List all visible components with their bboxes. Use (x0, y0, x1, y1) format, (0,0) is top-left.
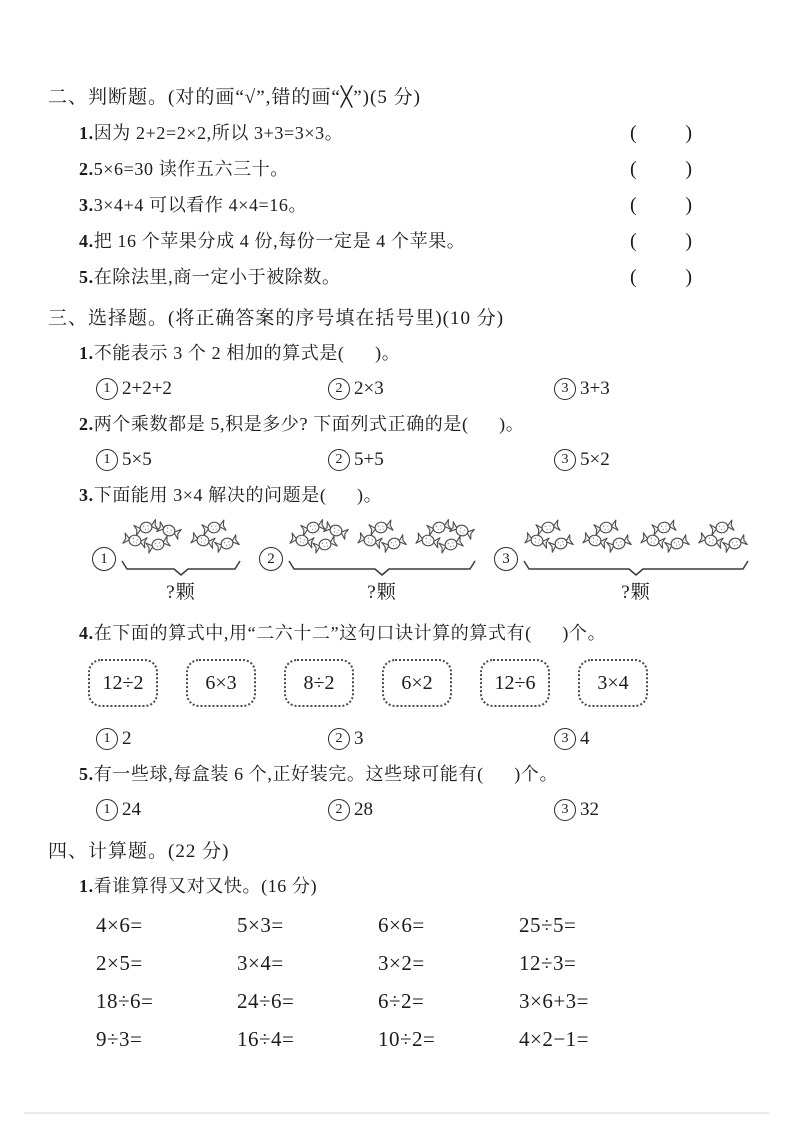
calc-expression: 3×6+3= (519, 989, 590, 1013)
option-text: 2×3 (354, 378, 384, 399)
candy-cluster (121, 519, 183, 555)
calc-expression: 12÷3= (519, 951, 577, 975)
calc-expression: 6÷2= (378, 989, 425, 1013)
answer-bracket (630, 120, 692, 147)
choice-question-2-options (48, 446, 745, 474)
expression-box: 6×2 (382, 659, 452, 707)
judge-item (48, 264, 745, 291)
section-calc (48, 838, 745, 1052)
paren-open-icon: ( (630, 266, 637, 288)
answer-bracket (630, 264, 692, 291)
calc-sub-question-1 (79, 873, 745, 900)
circled-number-icon: 3 (554, 728, 576, 750)
question-text: 不能表示 3 个 2 相加的算式是( )。 (93, 343, 401, 363)
calc-expression: 9÷3= (96, 1027, 143, 1051)
option-text: 24 (122, 799, 141, 820)
judge-item (48, 156, 745, 183)
item-number: 2. (79, 159, 94, 179)
calc-expression: 10÷2= (378, 1027, 436, 1051)
option-text: 4 (580, 728, 590, 749)
calc-expression: 2×5= (96, 951, 143, 975)
underbrace-icon (523, 560, 749, 576)
candy-clusters (523, 519, 749, 557)
paren-open-icon: ( (630, 194, 637, 216)
paren-close-icon: ) (685, 266, 692, 288)
option-text: 3 (354, 728, 364, 749)
paren-open-icon: ( (630, 230, 637, 252)
question-text: 两个乘数都是 5,积是多少? 下面列式正确的是( )。 (93, 414, 525, 434)
option-text: 2+2+2 (122, 378, 172, 399)
judge-item (48, 192, 745, 219)
count-caption: ?颗 (621, 582, 651, 603)
item-number: 1. (79, 123, 94, 143)
judge-item (48, 120, 745, 147)
choice-question-4 (79, 620, 745, 647)
calc-expression: 3×2= (378, 951, 425, 975)
circled-number-icon: 2 (328, 799, 350, 821)
calc-expression: 25÷5= (519, 913, 577, 937)
judge-item (48, 228, 745, 255)
circled-number-icon: 2 (328, 728, 350, 750)
choice-question-5 (79, 761, 745, 788)
option-text: 2 (122, 728, 132, 749)
option-text: 5×2 (580, 449, 610, 470)
candy-figure (259, 519, 476, 606)
judge-item-text: 5.在除法里,商一定小于被除数。 (79, 267, 341, 287)
underbrace-icon (288, 560, 476, 576)
circled-number-icon: 2 (328, 378, 350, 400)
judge-item-text: 2.5×6=30 读作五六三十。 (79, 159, 289, 179)
choice-question-1 (79, 340, 745, 367)
expression-box: 6×3 (186, 659, 256, 707)
judge-item-text: 3.3×4+4 可以看作 4×4=16。 (79, 195, 308, 215)
circled-number-icon: 1 (96, 449, 118, 471)
calc-expression: 5×3= (237, 913, 284, 937)
option (328, 796, 554, 824)
expression-box: 3×4 (578, 659, 648, 707)
expression-boxes (48, 659, 745, 707)
figure-body (121, 519, 241, 606)
count-caption: ?颗 (367, 582, 397, 603)
judge-list (48, 120, 745, 291)
paren-close-icon: ) (685, 230, 692, 252)
calc-expression: 3×4= (237, 951, 284, 975)
judge-item-text: 1.因为 2+2=2×2,所以 3+3=3×3。 (79, 123, 344, 143)
figure-marker: 3 (494, 547, 518, 571)
option (328, 375, 554, 403)
candy-cluster (639, 519, 691, 554)
option (96, 375, 328, 403)
option (96, 796, 328, 824)
option (328, 446, 554, 474)
circled-number-icon: 1 (96, 378, 118, 400)
paren-open-icon: ( (630, 158, 637, 180)
circled-number-icon: 3 (554, 449, 576, 471)
choice-section-title: 三、选择题。(将正确答案的序号填在括号里)(10 分) (48, 308, 505, 329)
question-text: 看谁算得又对又快。(16 分) (93, 876, 318, 896)
page-bottom-edge (24, 1112, 769, 1114)
candy-cluster (356, 519, 408, 554)
calc-expression: 4×6= (96, 913, 143, 937)
circled-number-icon: 3 (554, 799, 576, 821)
question-number: 3. (79, 485, 94, 505)
option-text: 5+5 (354, 449, 384, 470)
section-judge (48, 84, 745, 291)
candy-figures (48, 519, 745, 606)
question-number: 1. (79, 343, 94, 363)
option (96, 446, 328, 474)
candy-cluster (189, 519, 241, 554)
choice-question-1-options (48, 375, 745, 403)
circled-number-icon: 3 (554, 378, 576, 400)
calc-section-title: 四、计算题。(22 分) (48, 841, 230, 862)
expression-box: 12÷2 (88, 659, 158, 707)
circled-number-icon: 2 (328, 449, 350, 471)
option (96, 725, 328, 753)
judge-item-text: 4.把 16 个苹果分成 4 份,每份一定是 4 个苹果。 (79, 231, 466, 251)
judge-section-title: 二、判断题。(对的画“√”,错的画“╳”)(5 分) (48, 87, 421, 108)
option (554, 375, 745, 403)
option-text: 32 (580, 799, 599, 820)
answer-bracket (630, 228, 692, 255)
choice-question-3 (79, 482, 745, 509)
question-number: 1. (79, 876, 94, 896)
calc-grid (48, 912, 745, 1052)
expression-box: 8÷2 (284, 659, 354, 707)
choice-question-5-options (48, 796, 745, 824)
option-text: 28 (354, 799, 373, 820)
underbrace-icon (121, 560, 241, 576)
section-choice (48, 305, 745, 824)
calc-expression: 24÷6= (237, 989, 295, 1013)
paren-close-icon: ) (685, 158, 692, 180)
figure-marker: 1 (92, 547, 116, 571)
candy-cluster (581, 519, 633, 554)
candy-figure (92, 519, 241, 606)
expression-box: 12÷6 (480, 659, 550, 707)
item-number: 3. (79, 195, 94, 215)
question-number: 5. (79, 764, 94, 784)
option (554, 796, 745, 824)
candy-cluster (523, 519, 575, 554)
circled-number-icon: 1 (96, 728, 118, 750)
item-number: 5. (79, 267, 94, 287)
item-number: 4. (79, 231, 94, 251)
question-text: 下面能用 3×4 解决的问题是( )。 (93, 485, 383, 505)
choice-question-4-options (48, 725, 745, 753)
question-text: 有一些球,每盒装 6 个,正好装完。这些球可能有( )个。 (93, 764, 559, 784)
answer-bracket (630, 192, 692, 219)
candy-cluster (288, 519, 350, 555)
figure-body (288, 519, 476, 606)
figure-body (523, 519, 749, 606)
option (328, 725, 554, 753)
candy-clusters (121, 519, 241, 557)
paren-open-icon: ( (630, 122, 637, 144)
candy-clusters (288, 519, 476, 557)
choice-question-2 (79, 411, 745, 438)
calc-expression: 16÷4= (237, 1027, 295, 1051)
answer-bracket (630, 156, 692, 183)
option-text: 5×5 (122, 449, 152, 470)
question-number: 2. (79, 414, 94, 434)
count-caption: ?颗 (166, 582, 196, 603)
calc-expression: 6×6= (378, 913, 425, 937)
option (554, 446, 745, 474)
option-text: 3+3 (580, 378, 610, 399)
candy-cluster (414, 519, 476, 555)
option (554, 725, 745, 753)
candy-figure (494, 519, 749, 606)
paren-close-icon: ) (685, 122, 692, 144)
question-text: 在下面的算式中,用“二六十二”这句口诀计算的算式有( )个。 (93, 623, 607, 643)
circled-number-icon: 1 (96, 799, 118, 821)
calc-expression: 4×2−1= (519, 1027, 590, 1051)
calc-expression: 18÷6= (96, 989, 154, 1013)
figure-marker: 2 (259, 547, 283, 571)
paren-close-icon: ) (685, 194, 692, 216)
question-number: 4. (79, 623, 94, 643)
candy-cluster (697, 519, 749, 554)
